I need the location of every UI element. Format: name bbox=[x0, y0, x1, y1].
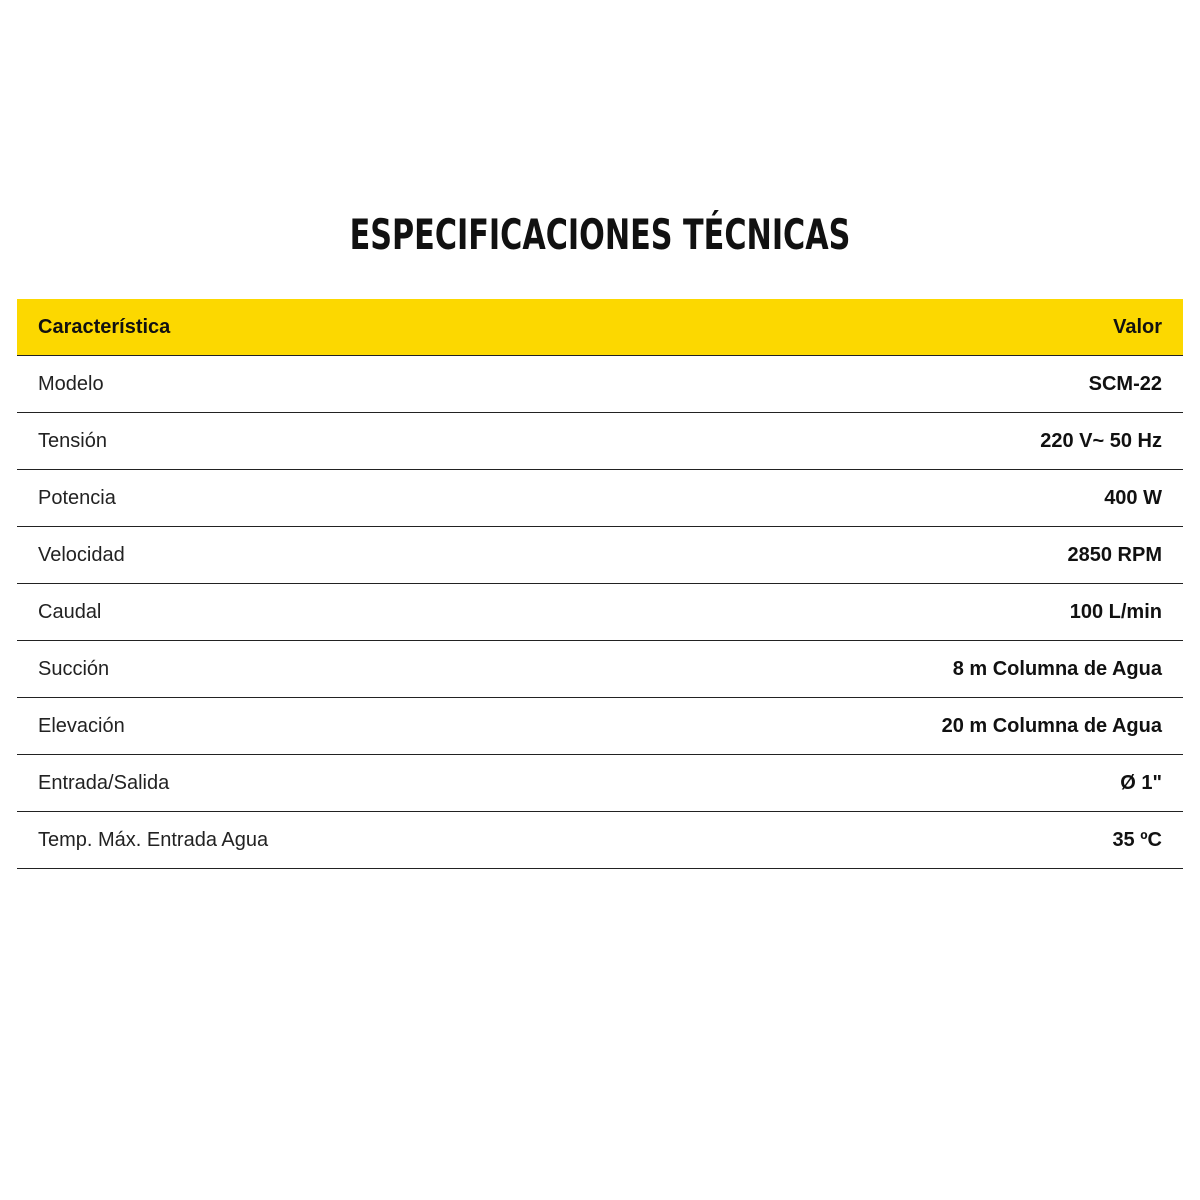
row-feature: Modelo bbox=[17, 356, 600, 413]
row-feature: Temp. Máx. Entrada Agua bbox=[17, 812, 600, 869]
row-value: 400 W bbox=[600, 470, 1183, 527]
header-value: Valor bbox=[600, 299, 1183, 356]
row-value: 20 m Columna de Agua bbox=[600, 698, 1183, 755]
row-value: SCM-22 bbox=[600, 356, 1183, 413]
table-row bbox=[17, 641, 1183, 698]
row-value: 35 ºC bbox=[600, 812, 1183, 869]
header-feature: Característica bbox=[17, 299, 600, 356]
row-value: 2850 RPM bbox=[600, 527, 1183, 584]
specifications-table bbox=[17, 299, 1183, 869]
row-feature: Succión bbox=[17, 641, 600, 698]
row-feature: Entrada/Salida bbox=[17, 755, 600, 812]
table-row bbox=[17, 527, 1183, 584]
row-feature: Caudal bbox=[17, 584, 600, 641]
page-title: ESPECIFICACIONES TÉCNICAS bbox=[349, 210, 851, 259]
table-row bbox=[17, 812, 1183, 869]
row-feature: Velocidad bbox=[17, 527, 600, 584]
row-feature: Elevación bbox=[17, 698, 600, 755]
row-value: Ø 1" bbox=[600, 755, 1183, 812]
table-header-row bbox=[17, 299, 1183, 356]
table-row bbox=[17, 470, 1183, 527]
table-row bbox=[17, 698, 1183, 755]
table-row bbox=[17, 413, 1183, 470]
row-feature: Tensión bbox=[17, 413, 600, 470]
table-row bbox=[17, 356, 1183, 413]
row-value: 220 V~ 50 Hz bbox=[600, 413, 1183, 470]
row-value: 100 L/min bbox=[600, 584, 1183, 641]
table-row bbox=[17, 755, 1183, 812]
row-value: 8 m Columna de Agua bbox=[600, 641, 1183, 698]
table-row bbox=[17, 584, 1183, 641]
row-feature: Potencia bbox=[17, 470, 600, 527]
